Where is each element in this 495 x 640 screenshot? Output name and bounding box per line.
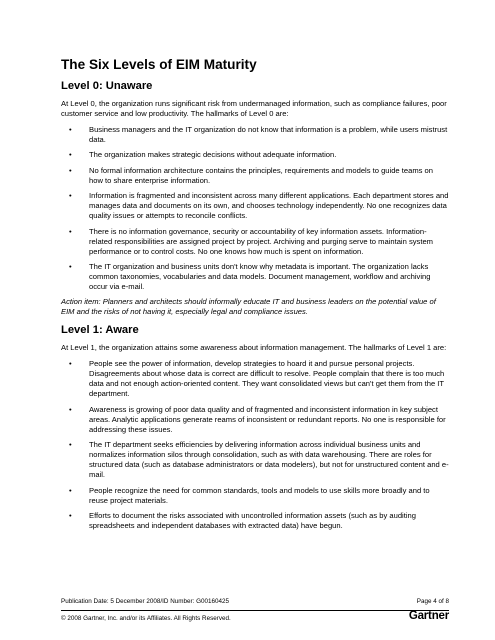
bullet-icon: • bbox=[69, 510, 72, 520]
bullet-icon: • bbox=[69, 359, 72, 369]
bullet-icon: • bbox=[69, 261, 72, 271]
level0-heading: Level 0: Unaware bbox=[61, 80, 153, 92]
page-title: The Six Levels of EIM Maturity bbox=[61, 57, 257, 72]
bullet-icon: • bbox=[69, 191, 72, 201]
list-item: • The IT organization and business units don't know why metadata is important. The organization lacks common taxonomies, vocabularies and data models. Document management, workflow and archiving occur via e-mail. bbox=[69, 261, 431, 291]
list-item: • People recognize the need for common standards, tools and models to use skills more broadly and to reuse project materials. bbox=[69, 485, 430, 505]
bullet-icon: • bbox=[69, 485, 72, 495]
copyright-text: © 2008 Gartner, Inc. and/or its Affiliates. All Rights Reserved. bbox=[61, 615, 231, 622]
footer-publication-row bbox=[61, 598, 449, 606]
bullet-icon: • bbox=[69, 165, 72, 175]
list-item: • Information is fragmented and inconsistent across many different applications. Each department stores and manages data and documents on its own, and chooses technology independently. No one recognizes data quality issues or attempts to reconcile conflicts. bbox=[69, 191, 449, 221]
list-item: • There is no information governance, security or accountability of key information assets. Information-related responsibilities are assigned project by project. Archiving and purging serve to maintain system performance or to control costs. No one knows how much is spent on information. bbox=[69, 226, 434, 256]
list-item: • People see the power of information, develop strategies to hoard it and pursue personal projects. Disagreements about whose data is correct are difficult to resolve. People complain that there is too much data and not enough action-oriented content. They want consolidated views but can't get them from the IT department. bbox=[69, 359, 445, 399]
bullet-icon: • bbox=[69, 150, 72, 160]
bullet-icon: • bbox=[69, 226, 72, 236]
list-item: • Efforts to document the risks associated with uncontrolled information assets (such as by auditing spreadsheets and independent databases with extracted data) have begun. bbox=[69, 510, 416, 530]
list-item: • Business managers and the IT organization do not know that information is a problem, while users mistrust data. bbox=[69, 125, 448, 144]
level1-intro: At Level 1, the organization attains some awareness about information management. The hallmarks of Level 1 are: bbox=[61, 343, 447, 353]
level0-action-item: Action item: Planners and architects should informally educate IT and business leaders on the potential value of EIM and the risks of not having it, especially legal and compliance issues. bbox=[61, 297, 436, 317]
level0-intro: At Level 0, the organization runs significant risk from undermanaged information, such as compliance failures, poor customer service and low productivity. The hallmarks of Level 0 are: bbox=[61, 99, 447, 118]
level0-list bbox=[61, 125, 449, 292]
level1-list bbox=[61, 359, 449, 531]
footer-copyright-row bbox=[61, 610, 449, 623]
bullet-icon: • bbox=[69, 440, 72, 450]
list-item: • The organization makes strategic decisions without adequate information. bbox=[69, 150, 337, 160]
publication-info: Publication Date: 5 December 2008/ID Number: G00160425 bbox=[61, 598, 230, 605]
gartner-logo: Gartner bbox=[408, 610, 449, 622]
list-item: • Awareness is growing of poor data quality and of fragmented and inconsistent information in key subject areas. Analytic applications generate reams of inconsistent or redundant reports. No one is responsible for addressing these issues. bbox=[69, 404, 446, 434]
list-item: • The IT department seeks efficiencies by delivering information across individual business units and normalizes information silos through consolidation, such as with data warehousing. There are roles for structured data (such as database administrators or data modelers), but not for unstructured content and e-mail. bbox=[69, 440, 449, 480]
level1-heading: Level 1: Aware bbox=[61, 324, 139, 337]
page-number: Page 4 of 8 bbox=[416, 598, 449, 605]
bullet-icon: • bbox=[69, 404, 72, 414]
bullet-icon: • bbox=[69, 125, 72, 134]
main-content bbox=[61, 57, 449, 536]
footer-divider bbox=[61, 610, 449, 611]
list-item: • No formal information architecture contains the principles, requirements and models to guide teams on how to share enterprise information. bbox=[69, 165, 434, 185]
